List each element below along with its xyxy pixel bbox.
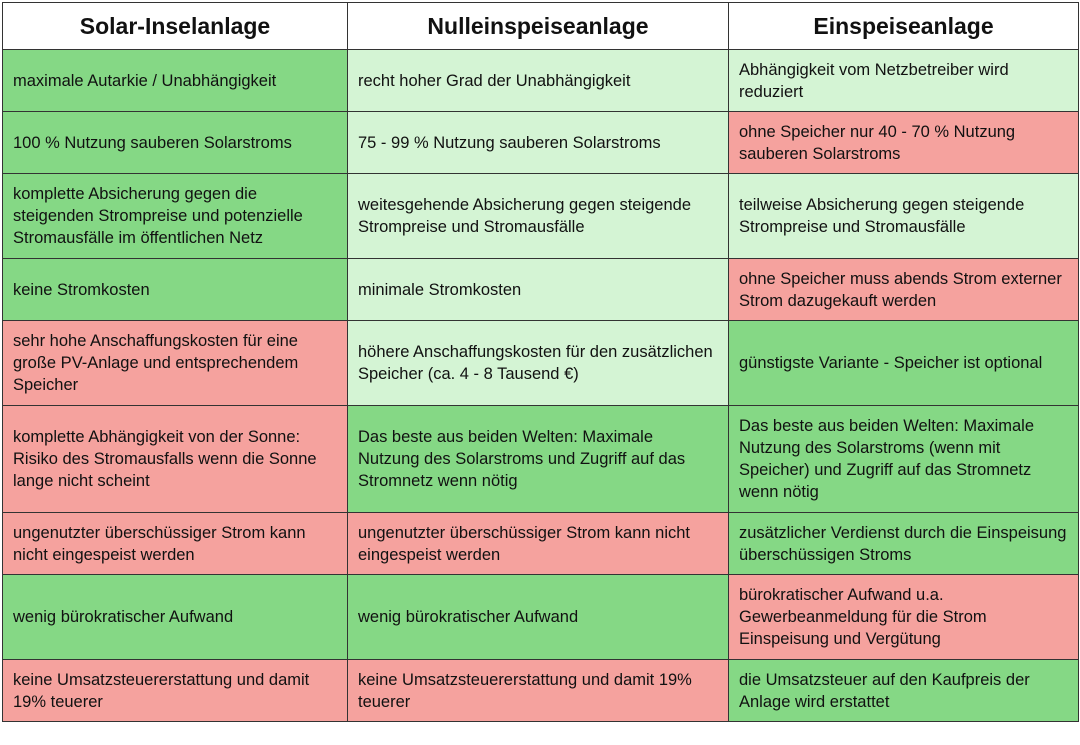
table-cell: teilweise Absicherung gegen steigende Strompreise und Stromausfälle	[729, 174, 1079, 259]
table-row	[3, 174, 1079, 259]
table-cell: ungenutzter überschüssiger Strom kann nicht eingespeist werden	[348, 513, 729, 575]
table-cell: komplette Abhängigkeit von der Sonne: Risiko des Stromausfalls wenn die Sonne lange nicht scheint	[3, 406, 348, 513]
table-cell: Abhängigkeit vom Netzbetreiber wird reduziert	[729, 50, 1079, 112]
header-solar-inselanlage: Solar-Inselanlage	[3, 3, 348, 50]
table-cell: bürokratischer Aufwand u.a. Gewerbeanmeldung für die Strom Einspeisung und Vergütung	[729, 575, 1079, 660]
table-row	[3, 50, 1079, 112]
table-cell: Das beste aus beiden Welten: Maximale Nutzung des Solarstroms (wenn mit Speicher) und Zugriff auf das Stromnetz wenn nötig	[729, 406, 1079, 513]
table-cell: die Umsatzsteuer auf den Kaufpreis der Anlage wird erstattet	[729, 660, 1079, 722]
table-cell: ohne Speicher nur 40 - 70 % Nutzung sauberen Solarstroms	[729, 112, 1079, 174]
header-nulleinspeiseanlage: Nulleinspeiseanlage	[348, 3, 729, 50]
comparison-table	[2, 2, 1079, 722]
table-row	[3, 660, 1079, 722]
table-cell: Das beste aus beiden Welten: Maximale Nutzung des Solarstroms und Zugriff auf das Stromnetz wenn nötig	[348, 406, 729, 513]
table-cell: keine Stromkosten	[3, 259, 348, 321]
table-cell: günstigste Variante - Speicher ist optional	[729, 321, 1079, 406]
table-cell: 100 % Nutzung sauberen Solarstroms	[3, 112, 348, 174]
header-einspeiseanlage: Einspeiseanlage	[729, 3, 1079, 50]
table-cell: minimale Stromkosten	[348, 259, 729, 321]
table-cell: sehr hohe Anschaffungskosten für eine große PV-Anlage und entsprechendem Speicher	[3, 321, 348, 406]
table-cell: ohne Speicher muss abends Strom externer Strom dazugekauft werden	[729, 259, 1079, 321]
table-cell: maximale Autarkie / Unabhängigkeit	[3, 50, 348, 112]
table-cell: keine Umsatzsteuererstattung und damit 19% teuerer	[348, 660, 729, 722]
table-row	[3, 575, 1079, 660]
table-cell: ungenutzter überschüssiger Strom kann nicht eingespeist werden	[3, 513, 348, 575]
table-cell: zusätzlicher Verdienst durch die Einspeisung überschüssigen Stroms	[729, 513, 1079, 575]
header-row	[3, 3, 1079, 50]
table-row	[3, 513, 1079, 575]
table-cell: keine Umsatzsteuererstattung und damit 19% teuerer	[3, 660, 348, 722]
table-cell: wenig bürokratischer Aufwand	[348, 575, 729, 660]
table-cell: wenig bürokratischer Aufwand	[3, 575, 348, 660]
table-cell: höhere Anschaffungskosten für den zusätzlichen Speicher (ca. 4 - 8 Tausend €)	[348, 321, 729, 406]
table-cell: 75 - 99 % Nutzung sauberen Solarstroms	[348, 112, 729, 174]
table-cell: weitesgehende Absicherung gegen steigende Strompreise und Stromausfälle	[348, 174, 729, 259]
table-cell: komplette Absicherung gegen die steigenden Strompreise und potenzielle Stromausfälle im öffentlichen Netz	[3, 174, 348, 259]
table-row	[3, 112, 1079, 174]
table-row	[3, 321, 1079, 406]
table-row	[3, 259, 1079, 321]
table-cell: recht hoher Grad der Unabhängigkeit	[348, 50, 729, 112]
table-row	[3, 406, 1079, 513]
